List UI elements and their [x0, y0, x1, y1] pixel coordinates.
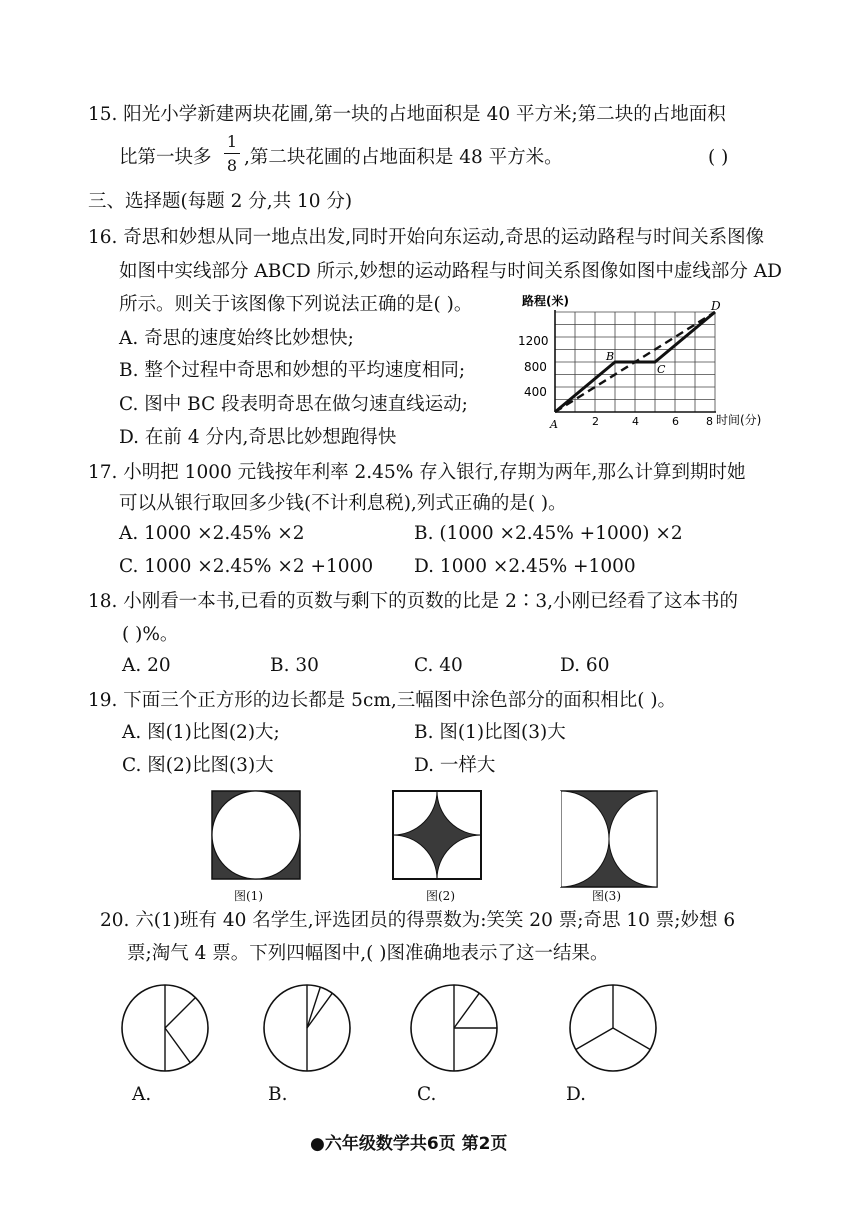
q20-pie-d[interactable] [568, 983, 658, 1073]
q19-caption-3: 图(3) [592, 889, 621, 903]
q18-line1: 18. 小刚看一本书,已看的页数与剩下的页数的比是 2∶3,小刚已经看了这本书的 [88, 591, 738, 612]
q19-option-a[interactable]: A. 图(1)比图(2)大; [122, 722, 280, 743]
q18-line2: ( )%。 [122, 624, 179, 645]
y-tick-800: 800 [524, 360, 547, 374]
q17-option-b[interactable]: B. (1000 ×2.45% +1000) ×2 [414, 523, 683, 544]
q18-option-a[interactable]: A. 20 [122, 655, 171, 676]
q16-option-a[interactable]: A. 奇思的速度始终比妙想快; [119, 328, 354, 349]
q19-option-c[interactable]: C. 图(2)比图(3)大 [122, 755, 274, 776]
q18-option-b[interactable]: B. 30 [270, 655, 319, 676]
q17-option-c[interactable]: C. 1000 ×2.45% ×2 +1000 [119, 556, 374, 577]
q16-option-d[interactable]: D. 在前 4 分内,奇思比妙想跑得快 [119, 427, 397, 448]
q15-line1: 15. 阳光小学新建两块花圃,第一块的占地面积是 40 平方米;第二块的占地面积 [88, 104, 726, 125]
q16-line3: 所示。则关于该图像下列说法正确的是( )。 [119, 294, 473, 315]
q20-label-a: A. [132, 1084, 152, 1105]
y-tick-400: 400 [524, 385, 547, 399]
q20-line1: 20. 六(1)班有 40 名学生,评选团员的得票数为:笑笑 20 票;奇思 10 票;妙想 6 [100, 910, 736, 931]
x-tick-4: 4 [632, 415, 639, 428]
q17-option-d[interactable]: D. 1000 ×2.45% +1000 [414, 556, 636, 577]
q19-caption-1: 图(1) [234, 889, 263, 903]
q15-frac-num: 1 [226, 132, 238, 151]
x-tick-2: 2 [592, 415, 599, 428]
q20-label-d: D. [566, 1084, 587, 1105]
q19-caption-2: 图(2) [426, 889, 455, 903]
section-3-title: 三、选择题(每题 2 分,共 10 分) [88, 191, 353, 212]
q15-frac-den: 8 [226, 156, 238, 175]
fig1-circle [212, 791, 300, 879]
fig3-mask-left [560, 791, 561, 887]
x-tick-8: 8 [706, 415, 713, 428]
q19-figure-1 [212, 791, 300, 879]
q16-line1: 16. 奇思和妙想从同一地点出发,同时开始向东运动,奇思的运动路程与时间关系图像 [88, 227, 765, 248]
x-axis-label: 时间(分) [716, 413, 762, 427]
q16-option-b[interactable]: B. 整个过程中奇思和妙想的平均速度相同; [119, 360, 466, 381]
q19-figure-2 [393, 791, 481, 879]
y-tick-1200: 1200 [518, 334, 549, 348]
point-label-a: A [550, 418, 558, 431]
point-label-d: D [711, 299, 721, 313]
q20-pie-a[interactable] [120, 983, 210, 1073]
q17-option-a[interactable]: A. 1000 ×2.45% ×2 [119, 523, 305, 544]
x-tick-6: 6 [672, 415, 679, 428]
q19-figure-3 [561, 791, 657, 887]
point-label-b: B [606, 350, 615, 363]
q18-option-d[interactable]: D. 60 [560, 655, 610, 676]
q19-option-b[interactable]: B. 图(1)比图(3)大 [414, 722, 566, 743]
q17-line2: 可以从银行取回多少钱(不计利息税),列式正确的是( )。 [119, 493, 567, 514]
q15-line2-pre: 比第一块多 [119, 147, 212, 168]
q19-line1: 19. 下面三个正方形的边长都是 5cm,三幅图中涂色部分的面积相比( )。 [88, 690, 677, 711]
page-footer: ●六年级数学共6页 第2页 [310, 1134, 508, 1154]
q20-label-c: C. [417, 1084, 437, 1105]
q18-option-c[interactable]: C. 40 [414, 655, 463, 676]
q17-line1: 17. 小明把 1000 元钱按年利率 2.45% 存入银行,存期为两年,那么计算到期时她 [88, 462, 746, 483]
q20-pie-b[interactable] [262, 983, 352, 1073]
q15-line2-post: ,第二块花圃的占地面积是 48 平方米。 [244, 147, 563, 168]
q19-option-d[interactable]: D. 一样大 [414, 755, 496, 776]
q20-line2: 票;淘气 4 票。下列四幅图中,( )图准确地表示了这一结果。 [127, 943, 609, 964]
point-label-c: C [657, 363, 666, 376]
q16-option-c[interactable]: C. 图中 BC 段表明奇思在做匀速直线运动; [119, 394, 468, 415]
q20-label-b: B. [268, 1084, 288, 1105]
q15-answer-blank[interactable]: ( ) [708, 147, 729, 168]
y-axis-label: 路程(米) [522, 294, 569, 308]
q16-line2: 如图中实线部分 ABCD 所示,妙想的运动路程与时间关系图像如图中虚线部分 AD [119, 261, 783, 282]
q20-pie-c[interactable] [409, 983, 499, 1073]
